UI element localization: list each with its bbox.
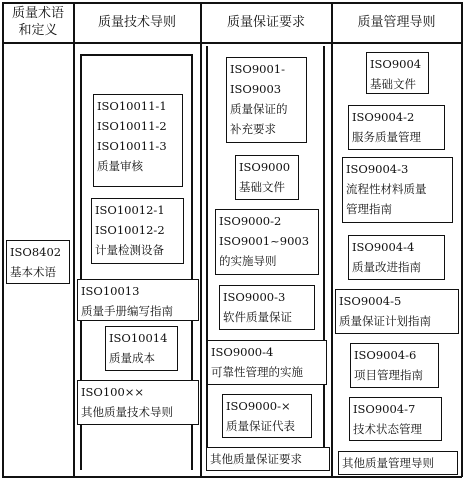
box-iso8402: ISO8402 基本术语 <box>6 240 70 284</box>
box-iso9004-7: ISO9004-7 技术状态管理 <box>349 397 442 441</box>
box-iso9000-3: ISO9000-3 软件质量保证 <box>219 285 315 330</box>
box-iso10013: ISO10013 质量手册编写指南 <box>77 279 199 321</box>
box-iso9000-base: ISO9000 基础文件 <box>235 155 299 200</box>
box-iso9001: ISO9001- ISO9003 质量保证的 补充要求 <box>226 57 307 143</box>
box-iso9004-4: ISO9004-4 质量改进指南 <box>348 235 445 280</box>
table-bottom-border <box>2 476 462 478</box>
technology-group-top <box>80 54 192 56</box>
box-iso9004-base: ISO9004 基础文件 <box>366 52 429 94</box>
assurance-group-left <box>206 46 208 471</box>
box-iso10011: ISO10011-1 ISO10011-2 ISO10011-3 质量审核 <box>93 94 183 187</box>
header-management: 质量管理导则 <box>357 14 436 30</box>
table-top-border <box>2 2 462 4</box>
box-iso9004-6: ISO9004-6 项目管理指南 <box>350 343 439 388</box>
box-iso10014: ISO10014 质量成本 <box>105 326 178 371</box>
box-iso9000-x: ISO9000-× 质量保证代表 <box>222 394 312 438</box>
assurance-group-right <box>323 46 325 471</box>
table-left-border <box>2 2 4 477</box>
box-other-management: 其他质量管理导则 <box>338 451 458 475</box>
column-divider-3 <box>331 2 333 477</box>
table-right-border <box>461 2 463 477</box>
box-other-assurance: 其他质量保证要求 <box>206 447 330 471</box>
box-iso100xx: ISO100×× 其他质量技术导则 <box>77 380 199 425</box>
box-iso9004-3: ISO9004-3 流程性材料质量 管理指南 <box>342 157 453 223</box>
header-terms: 质量术语 和定义 <box>11 6 64 38</box>
column-divider-1 <box>73 2 75 477</box>
box-iso10012: ISO10012-1 ISO10012-2 计量检测设备 <box>91 198 184 264</box>
box-iso9000-2: ISO9000-2 ISO9001~9003 的实施导则 <box>215 209 319 275</box>
header-technology: 质量技术导则 <box>97 14 176 30</box>
box-iso9000-4: ISO9000-4 可靠性管理的实施 <box>207 340 327 385</box>
box-iso9004-5: ISO9004-5 质量保证计划指南 <box>335 289 459 334</box>
header-assurance: 质量保证要求 <box>226 14 305 30</box>
column-divider-2 <box>200 2 202 477</box>
header-divider <box>2 42 462 44</box>
box-iso9004-2: ISO9004-2 服务质量管理 <box>348 105 445 150</box>
